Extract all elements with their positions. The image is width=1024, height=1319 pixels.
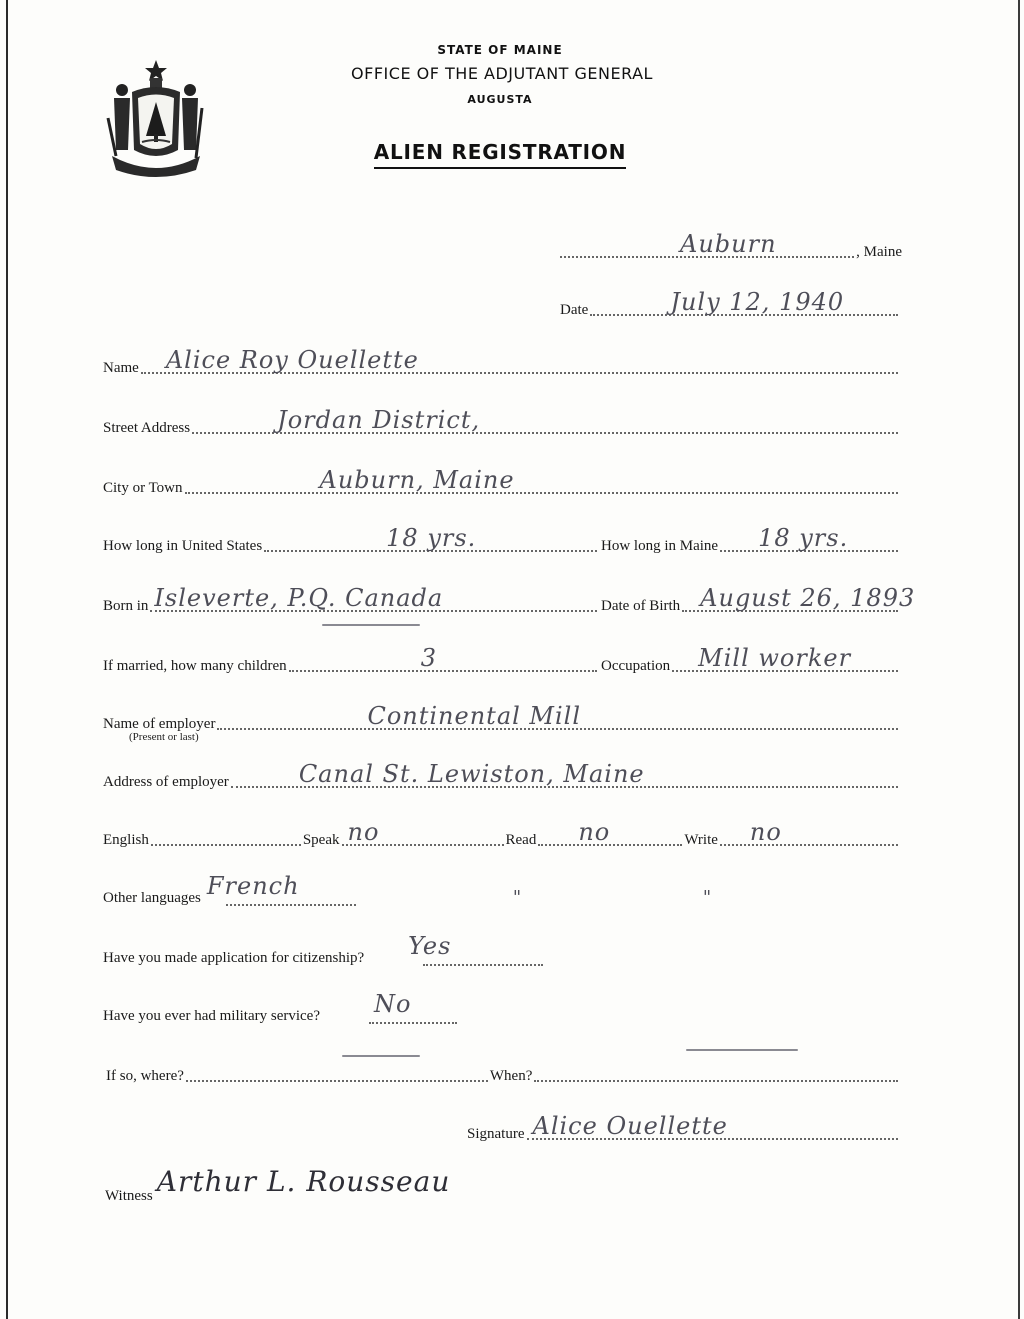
birth-date-label: Date of Birth bbox=[601, 598, 681, 614]
witness-label: Witness bbox=[105, 1188, 153, 1204]
street-address-field[interactable] bbox=[103, 406, 900, 438]
write-value: no bbox=[749, 818, 782, 846]
when-label: When? bbox=[489, 1068, 533, 1084]
other-languages-label: Other languages bbox=[103, 890, 201, 906]
citizenship-value: Yes bbox=[408, 932, 452, 960]
children-label: If married, how many children bbox=[103, 658, 287, 674]
ditto-mark-1: " bbox=[512, 887, 523, 908]
children-field[interactable] bbox=[103, 644, 599, 676]
born-in-label: Born in bbox=[103, 598, 149, 614]
english-label: English bbox=[103, 832, 149, 848]
citizenship-dotted-line bbox=[423, 964, 543, 966]
place-suffix: , Maine bbox=[856, 244, 902, 260]
where-label: If so, where? bbox=[106, 1068, 184, 1084]
read-value: no bbox=[578, 818, 611, 846]
pencil-dash-when bbox=[686, 1049, 798, 1051]
other-languages-dotted-line bbox=[226, 904, 356, 906]
birth-date-field[interactable] bbox=[601, 584, 916, 616]
street-address-value: Jordan District, bbox=[277, 406, 481, 434]
name-field[interactable] bbox=[103, 346, 900, 378]
other-languages-field[interactable] bbox=[103, 872, 900, 908]
city-field[interactable] bbox=[103, 466, 900, 498]
employer-field[interactable] bbox=[103, 702, 900, 734]
ditto-mark-2: " bbox=[702, 887, 713, 908]
us-years-value: 18 yrs. bbox=[386, 524, 477, 552]
place-field[interactable] bbox=[560, 230, 902, 262]
employer-address-label: Address of employer bbox=[103, 774, 229, 790]
write-label: Write bbox=[684, 832, 718, 848]
place-value: Auburn bbox=[680, 230, 777, 258]
street-address-label: Street Address bbox=[103, 420, 191, 436]
scan-edge-left bbox=[6, 0, 8, 1319]
occupation-label: Occupation bbox=[601, 658, 671, 674]
maine-years-value: 18 yrs. bbox=[758, 524, 849, 552]
military-field[interactable] bbox=[103, 990, 900, 1026]
occupation-value: Mill worker bbox=[698, 644, 852, 672]
form-title: ALIEN REGISTRATION bbox=[0, 140, 1000, 164]
name-value: Alice Roy Ouellette bbox=[165, 346, 419, 374]
employer-value: Continental Mill bbox=[367, 702, 582, 730]
other-languages-value: French bbox=[206, 872, 300, 900]
pencil-dash-where bbox=[342, 1055, 420, 1057]
signature-value: Alice Ouellette bbox=[532, 1112, 728, 1140]
born-in-value: Isleverte, P.Q. Canada bbox=[154, 584, 444, 612]
military-label: Have you ever had military service? bbox=[103, 1008, 320, 1024]
city-heading: AUGUSTA bbox=[467, 93, 533, 106]
born-in-field[interactable] bbox=[103, 584, 599, 616]
witness-value: Arthur L. Rousseau bbox=[156, 1165, 451, 1198]
english-field[interactable] bbox=[103, 818, 900, 850]
signature-label: Signature bbox=[467, 1126, 525, 1142]
children-value: 3 bbox=[420, 644, 437, 672]
signature-field[interactable] bbox=[467, 1112, 900, 1144]
date-label: Date bbox=[560, 302, 589, 318]
birth-date-value: August 26, 1893 bbox=[700, 584, 916, 612]
employer-address-value: Canal St. Lewiston, Maine bbox=[298, 760, 645, 788]
us-years-label: How long in United States bbox=[103, 538, 263, 554]
maine-years-label: How long in Maine bbox=[601, 538, 719, 554]
city-label: City or Town bbox=[103, 480, 183, 496]
city-value: Auburn, Maine bbox=[319, 466, 515, 494]
read-label: Read bbox=[505, 832, 537, 848]
date-field[interactable] bbox=[560, 288, 900, 320]
maine-years-field[interactable] bbox=[601, 524, 900, 556]
pencil-mark bbox=[322, 624, 420, 626]
occupation-field[interactable] bbox=[601, 644, 900, 676]
citizenship-label: Have you made application for citizenship? bbox=[103, 950, 365, 966]
employer-address-field[interactable] bbox=[103, 760, 900, 792]
name-label: Name bbox=[103, 360, 139, 376]
state-heading: STATE OF MAINE bbox=[437, 43, 563, 57]
military-value: No bbox=[374, 990, 412, 1018]
speak-value: no bbox=[347, 818, 380, 846]
scan-edge-right bbox=[1018, 0, 1020, 1319]
where-when-field[interactable] bbox=[106, 1062, 900, 1086]
military-dotted-line bbox=[369, 1022, 457, 1024]
witness-field[interactable] bbox=[105, 1165, 525, 1206]
employer-label: Name of employer bbox=[103, 716, 216, 732]
office-heading: OFFICE OF THE ADJUTANT GENERAL bbox=[351, 64, 653, 83]
us-years-field[interactable] bbox=[103, 524, 599, 556]
employer-sublabel: (Present or last) bbox=[129, 731, 199, 743]
speak-label: Speak bbox=[302, 832, 340, 848]
date-value: July 12, 1940 bbox=[670, 288, 845, 316]
